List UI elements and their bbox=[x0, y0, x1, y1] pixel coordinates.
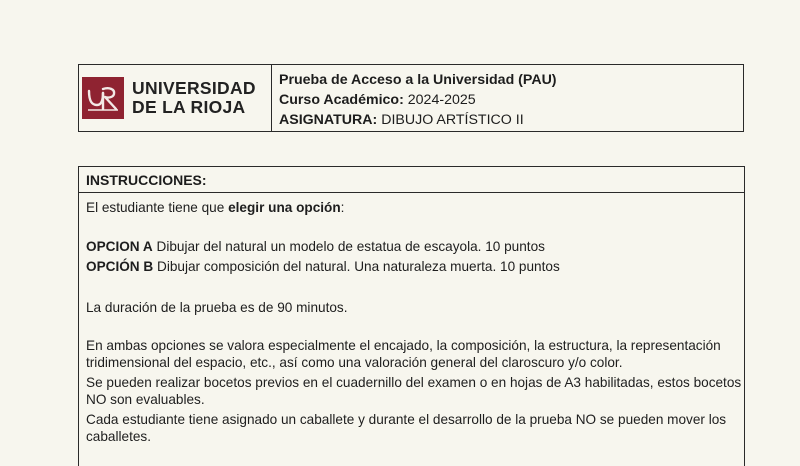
subject-value: DIBUJO ARTÍSTICO II bbox=[381, 112, 524, 128]
instructions-box bbox=[78, 166, 745, 466]
option-b-label: OPCIÓN B bbox=[86, 259, 154, 274]
choose-prefix: El estudiante tiene que bbox=[86, 200, 229, 215]
duration-line: La duración de la prueba es de 90 minutos. bbox=[86, 300, 348, 315]
option-a-line bbox=[86, 239, 545, 254]
easel-line-2: caballetes. bbox=[86, 429, 151, 444]
option-a-label: OPCION A bbox=[86, 239, 153, 254]
course-label: Curso Académico: bbox=[279, 92, 404, 108]
choose-option-line bbox=[86, 200, 344, 215]
university-name-line1: UNIVERSIDAD bbox=[132, 78, 256, 98]
subject-label: ASIGNATURA: bbox=[279, 112, 378, 128]
choose-bold: elegir una opción bbox=[228, 200, 341, 215]
sketches-line-1: Se pueden realizar bocetos previos en el cuadernillo del examen o en hojas de A3 habilitadas, estos bocetos bbox=[86, 375, 742, 390]
evaluation-line-1: En ambas opciones se valora especialmente el encajado, la composición, la estructura, la representación bbox=[86, 338, 721, 353]
ur-monogram-icon bbox=[82, 77, 124, 119]
exam-info bbox=[272, 65, 557, 131]
option-b-line bbox=[86, 259, 560, 274]
easel-line-1: Cada estudiante tiene asignado un caballete y durante el desarrollo de la prueba NO se pueden mover los bbox=[86, 412, 727, 427]
exam-title: Prueba de Acceso a la Universidad (PAU) bbox=[279, 72, 557, 88]
option-b-text: Dibujar composición del natural. Una naturaleza muerta. 10 puntos bbox=[153, 259, 560, 274]
instructions-title: INSTRUCCIONES: bbox=[79, 167, 744, 193]
course-line bbox=[279, 90, 557, 110]
subject-line bbox=[279, 110, 557, 130]
university-name-line2: DE LA RIOJA bbox=[132, 97, 246, 117]
option-a-text: Dibujar del natural un modelo de estatua de escayola. 10 puntos bbox=[152, 239, 545, 254]
university-name bbox=[132, 79, 256, 117]
sketches-line-2: NO son evaluables. bbox=[86, 392, 205, 407]
course-value: 2024-2025 bbox=[407, 92, 476, 108]
university-logo bbox=[79, 65, 272, 131]
evaluation-line-2: tridimensional del espacio, etc., así como una valoración general del claroscuro y/o color. bbox=[86, 355, 623, 370]
exam-header bbox=[78, 64, 744, 132]
choose-suffix: : bbox=[340, 200, 345, 215]
